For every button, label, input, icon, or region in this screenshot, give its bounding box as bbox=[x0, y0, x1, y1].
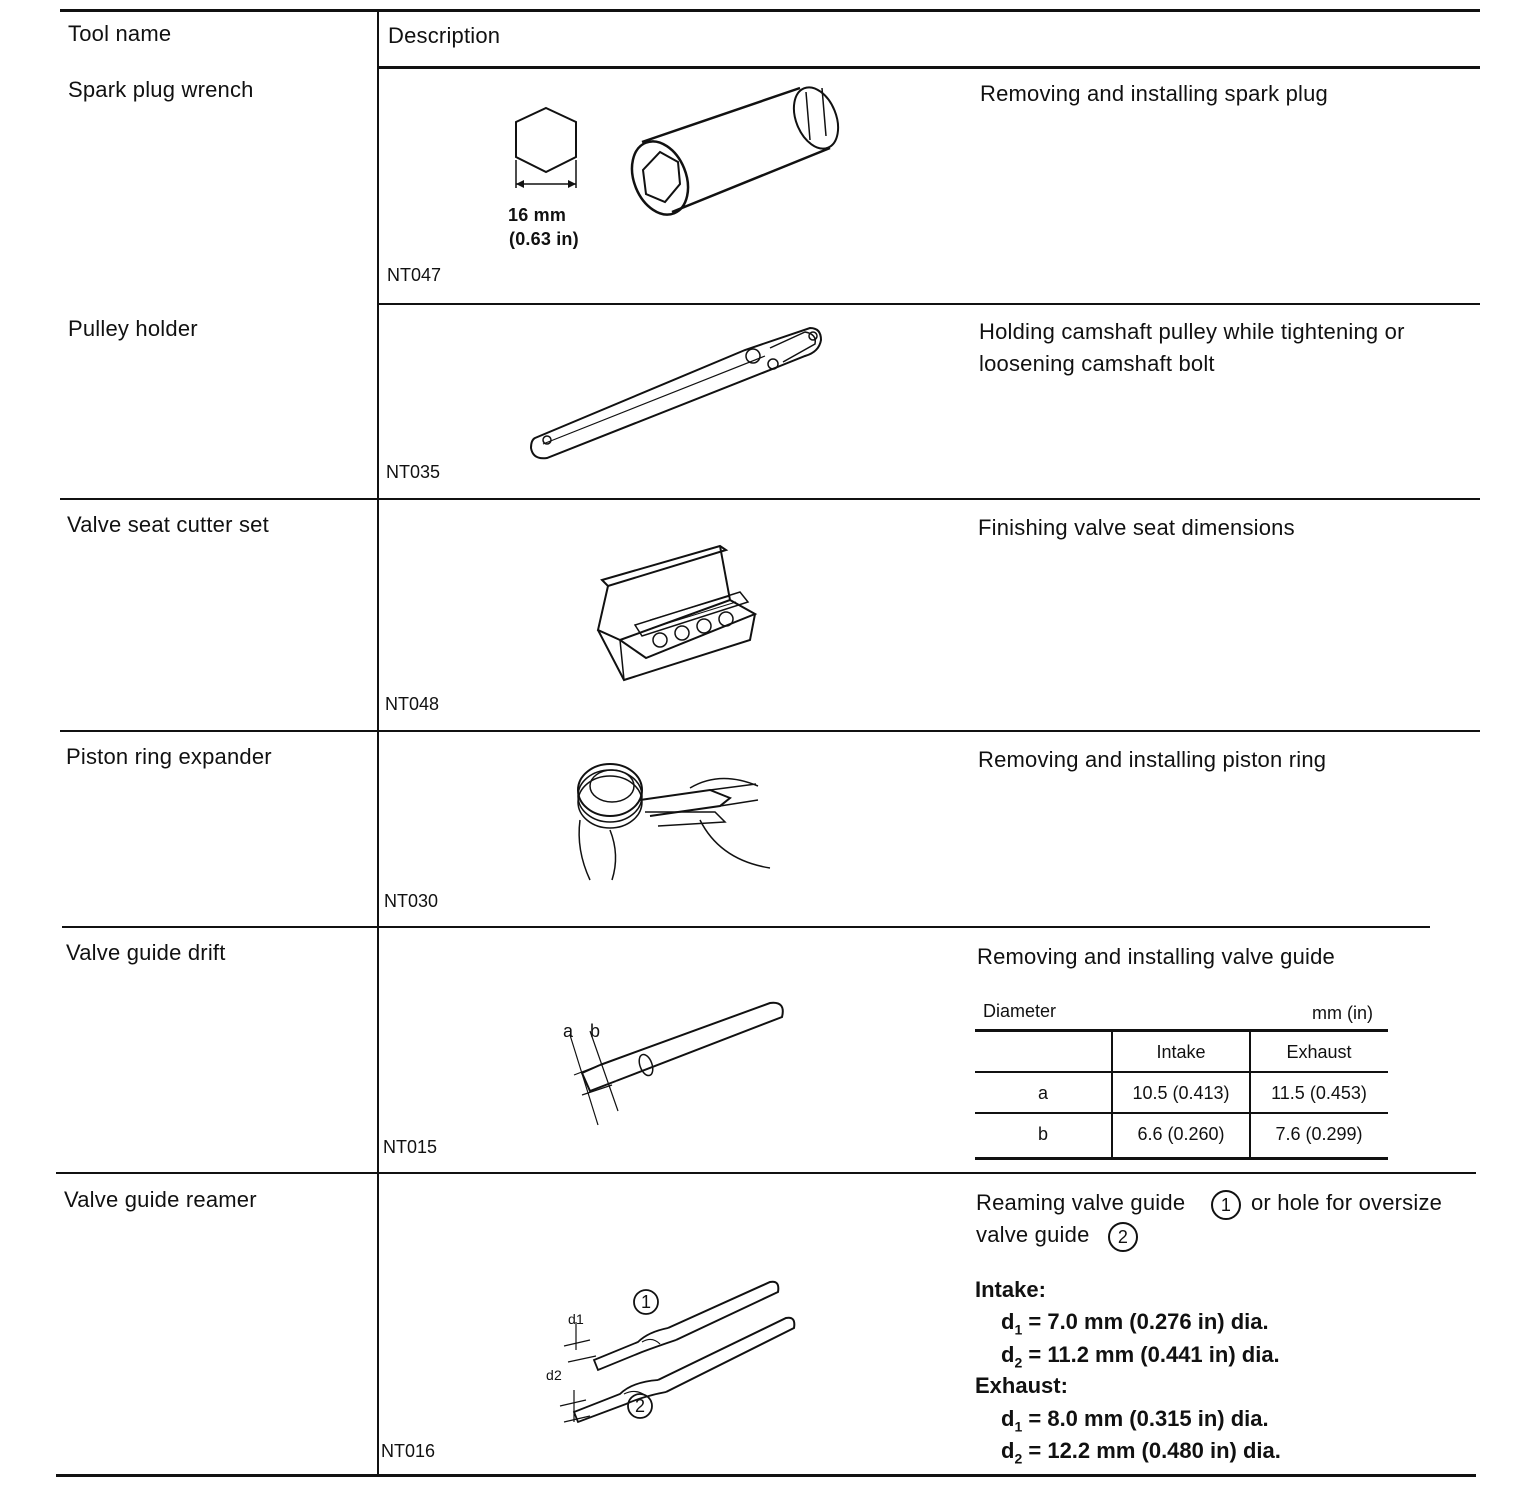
dimension-table-col-exhaust: Exhaust bbox=[1286, 1042, 1352, 1062]
valve-guide-drift-label-a: a bbox=[563, 1021, 574, 1041]
spec-exhaust-d1-value: = 8.0 mm (0.315 in) dia. bbox=[1028, 1406, 1269, 1431]
spec-exhaust-d2 bbox=[1001, 1435, 1281, 1474]
circled-number-1: 1 bbox=[1211, 1190, 1241, 1220]
spark-plug-wrench-size-mm: 16 mm bbox=[508, 205, 567, 225]
spec-intake-d2-letter: d bbox=[1001, 1342, 1015, 1367]
tool-name-spark-plug-wrench: Spark plug wrench bbox=[68, 77, 254, 102]
code-piston-ring-expander: NT030 bbox=[384, 891, 439, 911]
description-valve-guide-reamer-part3: valve guide bbox=[976, 1222, 1090, 1247]
reamer-label-d1: d1 bbox=[568, 1311, 584, 1327]
description-spark-plug-wrench: Removing and installing spark plug bbox=[980, 81, 1328, 106]
spark-plug-wrench-size-in: (0.63 in) bbox=[509, 229, 579, 249]
description-valve-guide-reamer-part2: or hole for oversize bbox=[1251, 1190, 1443, 1215]
code-valve-guide-drift: NT015 bbox=[383, 1137, 438, 1157]
code-pulley-holder: NT035 bbox=[386, 462, 441, 482]
pulley-holder-icon bbox=[525, 320, 835, 470]
spec-intake-d2-sub: 2 bbox=[1014, 1354, 1023, 1371]
column-divider bbox=[377, 10, 379, 1476]
code-valve-guide-reamer: NT016 bbox=[381, 1441, 436, 1461]
dimension-table-row-a-label: a bbox=[1037, 1083, 1048, 1103]
tool-name-valve-guide-drift: Valve guide drift bbox=[66, 940, 226, 965]
tool-name-pulley-holder: Pulley holder bbox=[68, 316, 198, 341]
spec-exhaust-label: Exhaust: bbox=[975, 1373, 1068, 1398]
dimension-table-title: Diameter bbox=[983, 1001, 1057, 1021]
dimension-table-row-b-intake: 6.6 (0.260) bbox=[1137, 1124, 1225, 1144]
dimension-table-top-rule bbox=[975, 1029, 1388, 1032]
dimension-table-row-rule bbox=[975, 1112, 1388, 1114]
header-bottom-rule bbox=[378, 66, 1480, 69]
dimension-table-bottom-rule bbox=[975, 1157, 1388, 1160]
dimension-table-row-b-exhaust: 7.6 (0.299) bbox=[1275, 1124, 1363, 1144]
tool-name-valve-seat-cutter-set: Valve seat cutter set bbox=[67, 512, 269, 537]
valve-guide-reamer-icon bbox=[548, 1270, 808, 1430]
description-pulley-holder-line2: loosening camshaft bolt bbox=[979, 351, 1215, 376]
description-valve-guide-drift: Removing and installing valve guide bbox=[977, 944, 1335, 969]
description-valve-guide-reamer-part1: Reaming valve guide bbox=[976, 1190, 1186, 1215]
spec-intake-label: Intake: bbox=[975, 1277, 1046, 1302]
circled-number-2: 2 bbox=[1108, 1222, 1138, 1252]
spec-intake-d2-value: = 11.2 mm (0.441 in) dia. bbox=[1028, 1342, 1280, 1367]
spec-intake-d1-value: = 7.0 mm (0.276 in) dia. bbox=[1028, 1309, 1269, 1334]
header-description: Description bbox=[388, 23, 501, 48]
valve-guide-drift-label-b: b bbox=[590, 1021, 601, 1041]
row-divider-2 bbox=[60, 498, 1480, 500]
table-top-rule bbox=[60, 9, 1480, 12]
tool-name-valve-guide-reamer: Valve guide reamer bbox=[64, 1187, 257, 1212]
dimension-table-row-a-exhaust: 11.5 (0.453) bbox=[1271, 1083, 1367, 1103]
code-spark-plug-wrench: NT047 bbox=[387, 265, 442, 285]
valve-guide-drift-dimension-table bbox=[975, 995, 1388, 1165]
dimension-table-col-intake: Intake bbox=[1156, 1042, 1206, 1062]
piston-ring-expander-icon bbox=[570, 750, 770, 880]
dimension-table-row-b-label: b bbox=[1037, 1124, 1048, 1144]
valve-guide-drift-icon bbox=[560, 995, 800, 1130]
spec-intake-d1-sub: 1 bbox=[1014, 1321, 1023, 1338]
spec-exhaust-d2-sub: 2 bbox=[1014, 1450, 1023, 1467]
spec-exhaust-d1-sub: 1 bbox=[1014, 1418, 1023, 1435]
description-pulley-holder-line1: Holding camshaft pulley while tightening or bbox=[979, 319, 1405, 344]
row-divider-4 bbox=[62, 926, 1430, 928]
dimension-table-header-rule bbox=[975, 1071, 1388, 1073]
spec-exhaust-d2-value: = 12.2 mm (0.480 in) dia. bbox=[1028, 1438, 1281, 1463]
reamer-circled-label-2: 2 bbox=[635, 1396, 646, 1416]
dimension-table-row-a-intake: 10.5 (0.413) bbox=[1132, 1083, 1230, 1103]
row-divider-5 bbox=[56, 1172, 1476, 1174]
valve-seat-cutter-set-icon bbox=[590, 540, 770, 690]
dimension-table-unit: mm (in) bbox=[1312, 1003, 1373, 1023]
spec-exhaust-d2-letter: d bbox=[1001, 1438, 1015, 1463]
reamer-label-d2: d2 bbox=[546, 1367, 562, 1383]
description-piston-ring-expander: Removing and installing piston ring bbox=[978, 747, 1327, 772]
header-tool-name: Tool name bbox=[68, 21, 172, 46]
tool-name-piston-ring-expander: Piston ring expander bbox=[66, 744, 272, 769]
row-divider-3 bbox=[60, 730, 1480, 732]
row-divider-1 bbox=[378, 303, 1480, 305]
spec-intake-d1-letter: d bbox=[1001, 1309, 1015, 1334]
table-bottom-rule bbox=[56, 1474, 1476, 1477]
description-valve-seat-cutter-set: Finishing valve seat dimensions bbox=[978, 515, 1295, 540]
reamer-circled-label-1: 1 bbox=[641, 1292, 652, 1312]
spec-exhaust-d1-letter: d bbox=[1001, 1406, 1015, 1431]
code-valve-seat-cutter-set: NT048 bbox=[385, 694, 440, 714]
